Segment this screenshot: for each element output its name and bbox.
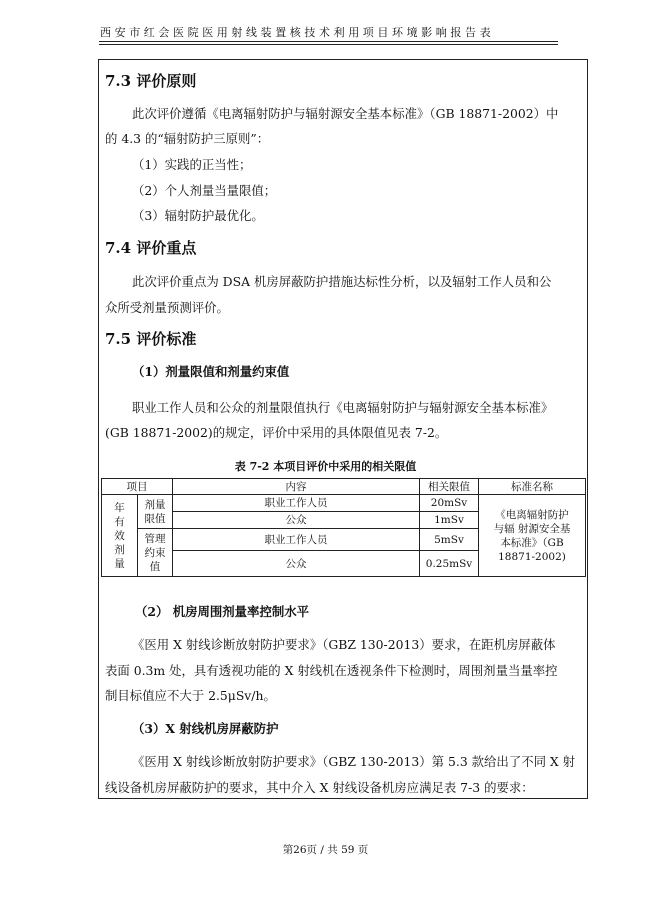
subsection-2-paragraph-line2: 表面 0.3m 处，具有透视功能的 X 射线机在透视条件下检测时，周围剂量当量率控	[105, 663, 558, 678]
row3-limit: 5mSv	[420, 529, 479, 551]
page-header: 西安市红会医院医用射线装置核技术利用项目环境影响报告表	[100, 26, 495, 39]
subsection-3-paragraph-line1: 《医用 X 射线诊断放射防护要求》（GBZ 130-2013）第 5.3 款给出了不同 X 射	[132, 754, 576, 769]
table-7-2-caption: 表 7-2 本项目评价中采用的相关限值	[234, 460, 417, 473]
section-7-4-heading: 7.4 评价重点	[105, 239, 197, 257]
section-7-3-heading: 7.3 评价原则	[105, 72, 197, 90]
subsection-3-heading: （3）X 射线机房屏蔽防护	[132, 721, 279, 736]
limits-table	[101, 478, 586, 577]
row3-content: 职业工作人员	[173, 529, 420, 551]
subsection-2-paragraph-line1: 《医用 X 射线诊断放射防护要求》（GBZ 130-2013）要求，在距机房屏蔽体	[132, 637, 556, 652]
section-7-3-paragraph-line1: 此次评价遵循《电离辐射防护与辐射源安全基本标准》（GB 18871-2002）中	[132, 106, 559, 121]
header-rule-bottom	[99, 44, 558, 45]
page-number: 第26页 / 共 59 页	[282, 844, 369, 856]
row1-content: 职业工作人员	[173, 495, 420, 512]
header-content: 内容	[173, 479, 420, 495]
principle-item-3: （3）辐射防护最优化。	[132, 208, 264, 223]
dose-limit-label: 剂量 限值	[138, 495, 173, 529]
table-header-row	[102, 479, 586, 495]
section-7-4-paragraph-line2: 众所受剂量预测评价。	[105, 300, 229, 315]
row4-content: 公众	[173, 551, 420, 577]
header-limit: 相关限值	[420, 479, 479, 495]
table-row	[102, 495, 586, 512]
header-item: 项目	[102, 479, 173, 495]
header-standard: 标准名称	[479, 479, 586, 495]
principle-item-1: （1）实践的正当性；	[132, 157, 252, 172]
row2-limit: 1mSv	[420, 512, 479, 529]
subsection-2-paragraph-line3: 制目标值应不大于 2.5μSv/h。	[105, 688, 276, 703]
subsection-1-paragraph-line1: 职业工作人员和公众的剂量限值执行《电离辐射防护与辐射源安全基本标准》	[132, 400, 554, 415]
row2-content: 公众	[173, 512, 420, 529]
section-7-4-paragraph-line1: 此次评价重点为 DSA 机房屏蔽防护措施达标性分析，以及辐射工作人员和公	[132, 274, 552, 289]
standard-name-cell: 《电离辐射防护 与辐 射源安全基 本标准》（GB 18871-2002)	[479, 495, 586, 577]
principle-item-2: （2）个人剂量当量限值；	[132, 183, 277, 198]
management-constraint-label: 管理 约束 值	[138, 529, 173, 577]
header-rule-top	[99, 41, 558, 42]
subsection-1-heading: （1）剂量限值和剂量约束值	[132, 364, 290, 379]
subsection-1-paragraph-line2: (GB 18871-2002)的规定，评价中采用的具体限值见表 7-2。	[105, 425, 448, 440]
row4-limit: 0.25mSv	[420, 551, 479, 577]
subsection-2-heading: （2） 机房周围剂量率控制水平	[135, 604, 310, 619]
subsection-3-paragraph-line2: 线设备机房屏蔽防护的要求，其中介入 X 射线设备机房应满足表 7-3 的要求：	[105, 780, 534, 795]
section-7-3-paragraph-line2: 的 4.3 的“辐射防护三原则”：	[105, 131, 270, 146]
annual-effective-dose-label: 年 有 效 剂 量	[102, 495, 138, 577]
section-7-5-heading: 7.5 评价标准	[105, 330, 197, 348]
row1-limit: 20mSv	[420, 495, 479, 512]
